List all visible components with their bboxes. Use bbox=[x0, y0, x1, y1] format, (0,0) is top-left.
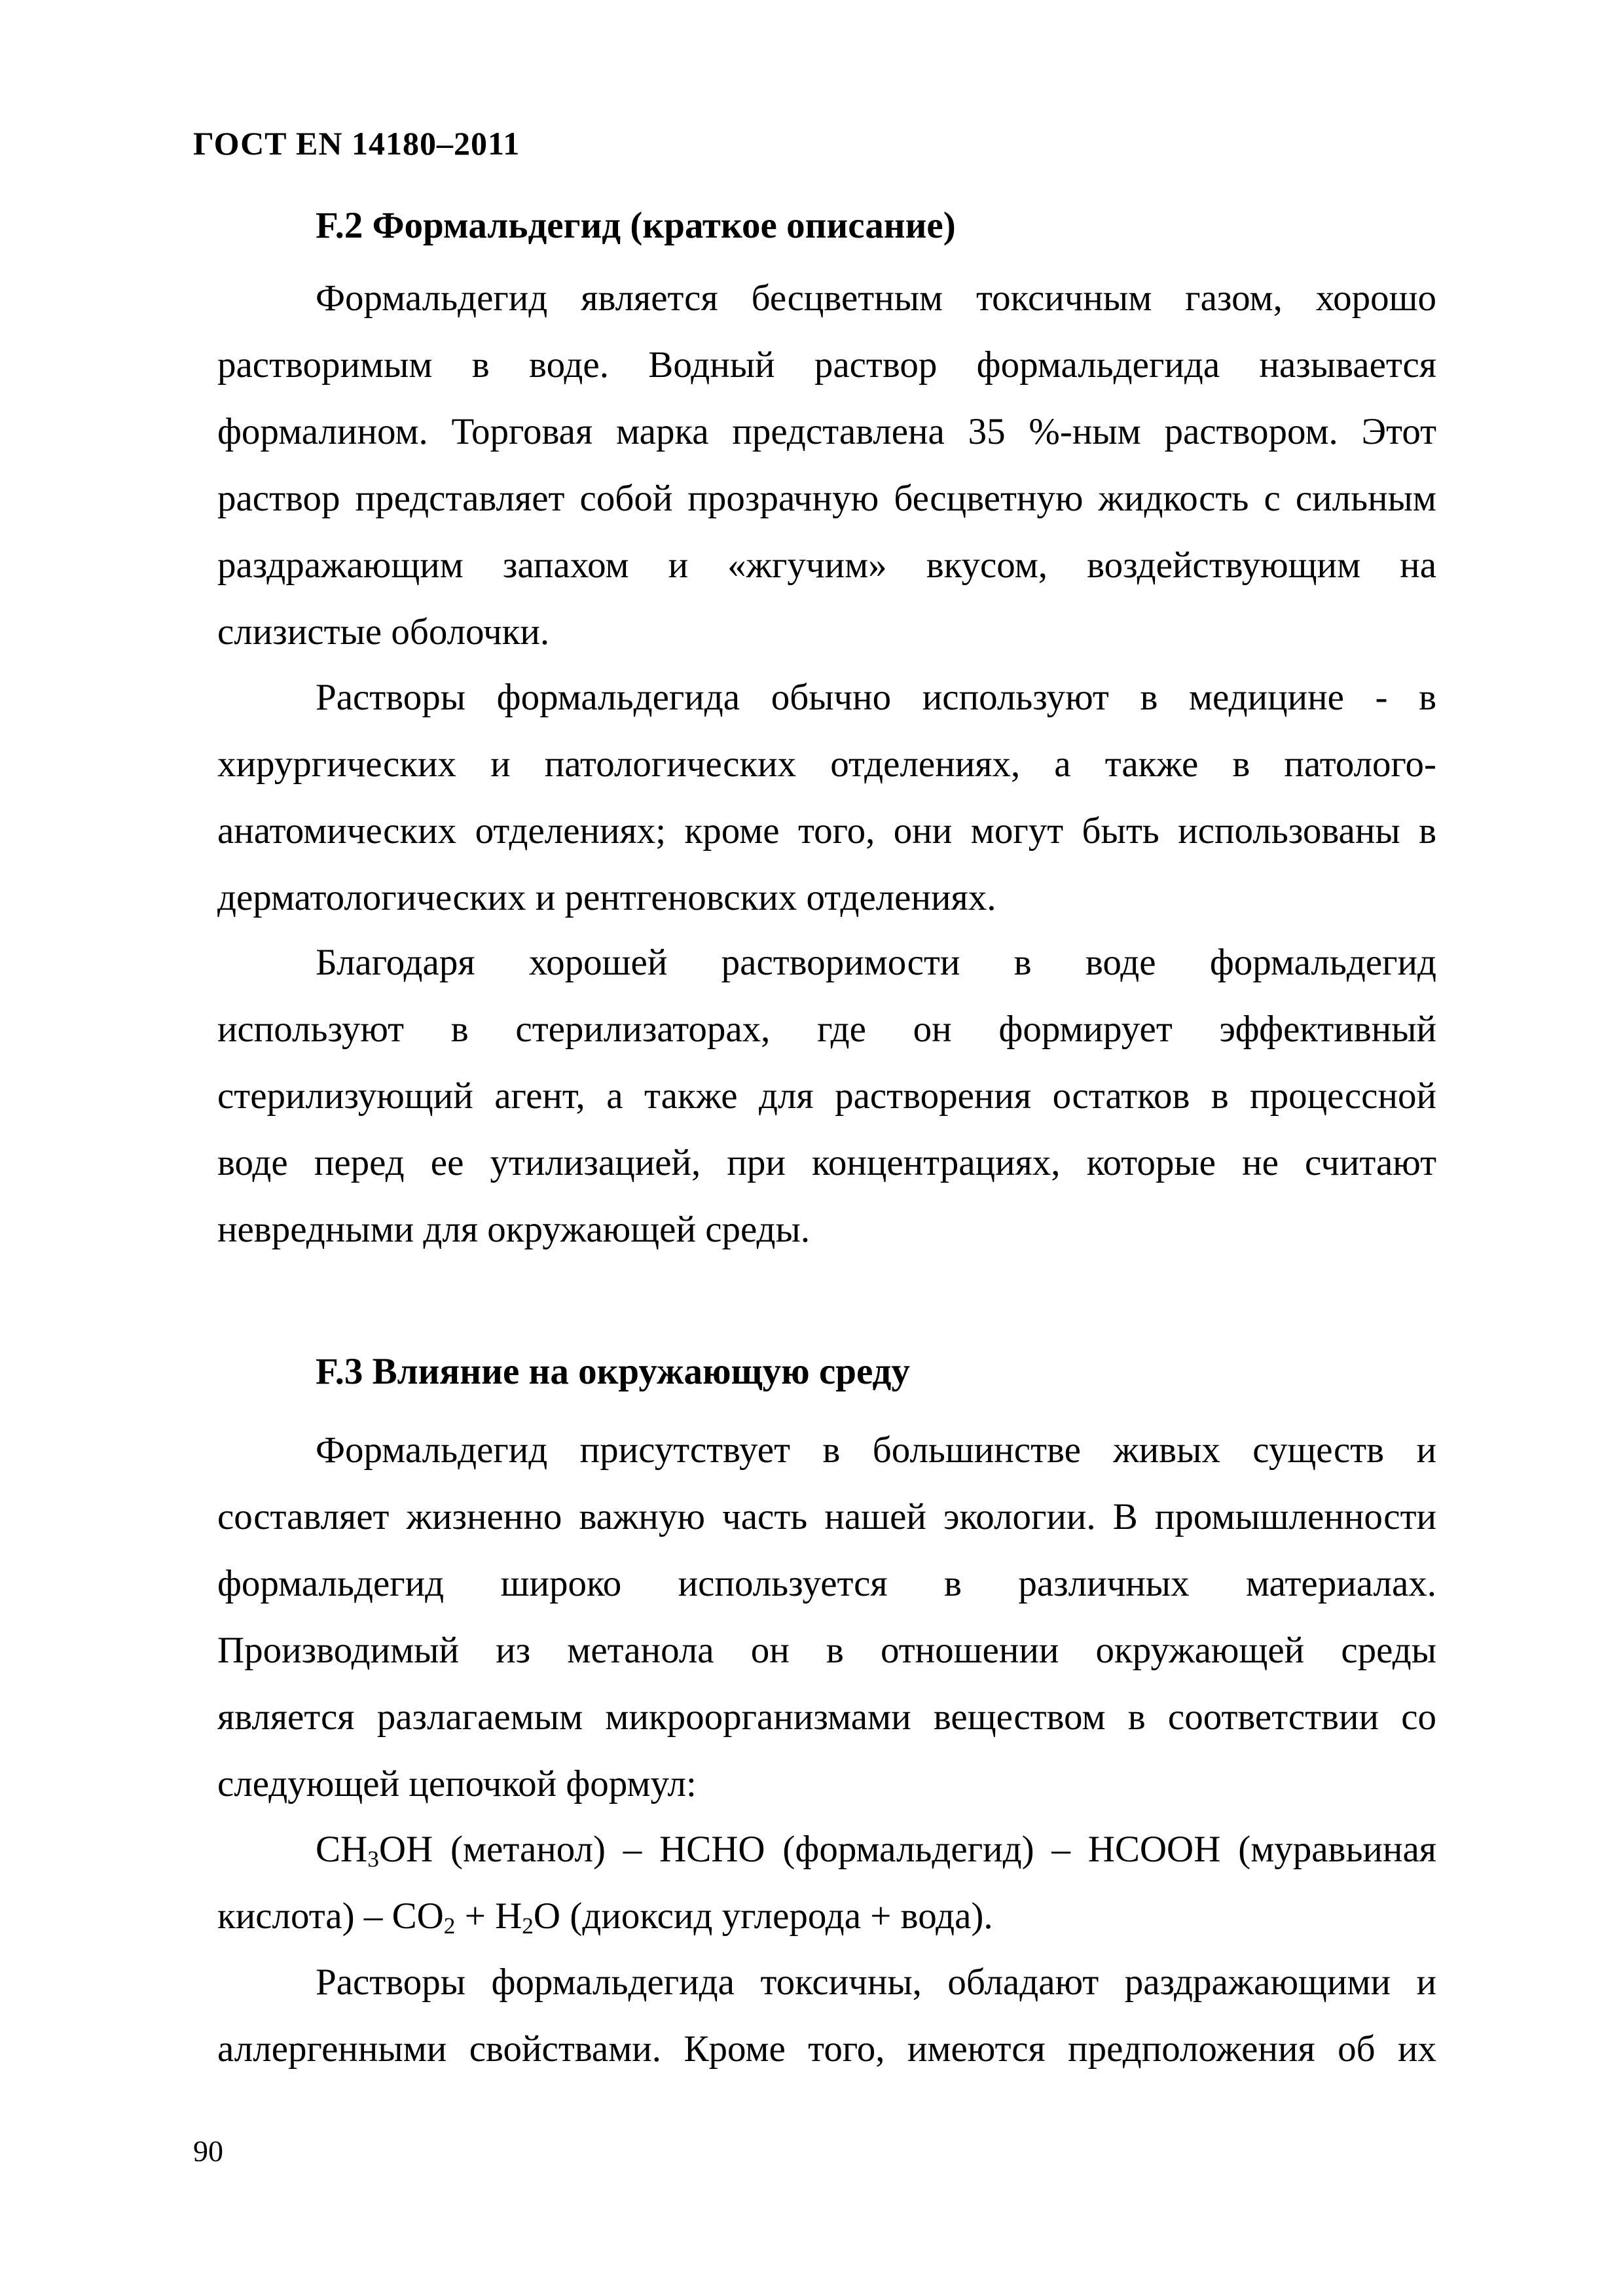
page-number: 90 bbox=[193, 2134, 223, 2168]
text-line: Благодаря хорошей растворимости в воде формальдегид bbox=[316, 942, 1436, 983]
formula-line bbox=[217, 1816, 1436, 1883]
standard-designation: ГОСТ EN 14180–2011 bbox=[193, 125, 520, 162]
formula-text: кислота) – CO bbox=[217, 1895, 444, 1937]
paragraph-f2-2 bbox=[217, 664, 1436, 931]
text-line: раствор представляет собой прозрачную бесцветную жидкость с сильным bbox=[217, 478, 1436, 519]
formula-text: + H bbox=[455, 1895, 522, 1937]
text-line: используют в стерилизаторах, где он формирует эффективный bbox=[217, 1009, 1436, 1050]
section-heading-f2: F.2 Формальдегид (краткое описание) bbox=[316, 205, 956, 246]
text-line: составляет жизненно важную часть нашей экологии. В промышленности bbox=[217, 1496, 1436, 1537]
text-line: Формальдегид присутствует в большинстве живых существ и bbox=[316, 1429, 1436, 1471]
formula-text: CH bbox=[316, 1829, 368, 1870]
formula-subscript: 2 bbox=[443, 1912, 456, 1939]
paragraph-f3-1 bbox=[217, 1417, 1436, 1818]
paragraph-f3-formula bbox=[217, 1816, 1436, 1950]
text-line: стерилизующий агент, а также для растворения остатков в процессной bbox=[217, 1075, 1436, 1117]
section-heading-f3: F.3 Влияние на окружающую среду bbox=[316, 1351, 910, 1392]
text-line: Формальдегид является бесцветным токсичным газом, хорошо bbox=[316, 278, 1436, 319]
text-line: является разлагаемым микроорганизмами веществом в соответствии со bbox=[217, 1696, 1436, 1738]
text-line: хирургических и патологических отделениях, а также в патолого- bbox=[217, 744, 1436, 785]
text-line: Производимый из метанола он в отношении окружающей среды bbox=[217, 1630, 1436, 1671]
formula-subscript: 2 bbox=[522, 1912, 534, 1939]
text-line: раздражающим запахом и «жгучим» вкусом, воздействующим на bbox=[217, 545, 1436, 586]
formula-text: O (диоксид углерода + вода). bbox=[533, 1895, 993, 1937]
formula-subscript: 3 bbox=[367, 1846, 379, 1872]
paragraph-f2-1 bbox=[217, 265, 1436, 666]
text-line: анатомических отделениях; кроме того, они могут быть использованы в bbox=[217, 810, 1436, 852]
formula-line bbox=[217, 1883, 1436, 1950]
text-line: слизистые оболочки. bbox=[217, 611, 550, 653]
paragraph-f3-2 bbox=[217, 1949, 1436, 2083]
text-line: невредными для окружающей среды. bbox=[217, 1209, 811, 1250]
text-line: растворимым в воде. Водный раствор формальдегида называется bbox=[217, 344, 1436, 386]
text-line: формальдегид широко используется в различных материалах. bbox=[217, 1563, 1436, 1604]
text-line: Растворы формальдегида токсичны, обладают раздражающими и bbox=[316, 1962, 1436, 2003]
text-line: Растворы формальдегида обычно используют в медицине - в bbox=[316, 677, 1436, 718]
formula-text: OH (метанол) – HCHO (формальдегид) – HCOOH (муравьиная bbox=[378, 1829, 1436, 1870]
paragraph-f2-3 bbox=[217, 929, 1436, 1263]
text-line: следующей цепочкой формул: bbox=[217, 1763, 697, 1804]
text-line: воде перед ее утилизацией, при концентрациях, которые не считают bbox=[217, 1142, 1436, 1183]
text-line: дерматологических и рентгеновских отделениях. bbox=[217, 877, 996, 918]
text-line: формалином. Торговая марка представлена 35 %-ным раствором. Этот bbox=[217, 411, 1436, 452]
text-line: аллергенными свойствами. Кроме того, имеются предположения об их bbox=[217, 2028, 1436, 2070]
